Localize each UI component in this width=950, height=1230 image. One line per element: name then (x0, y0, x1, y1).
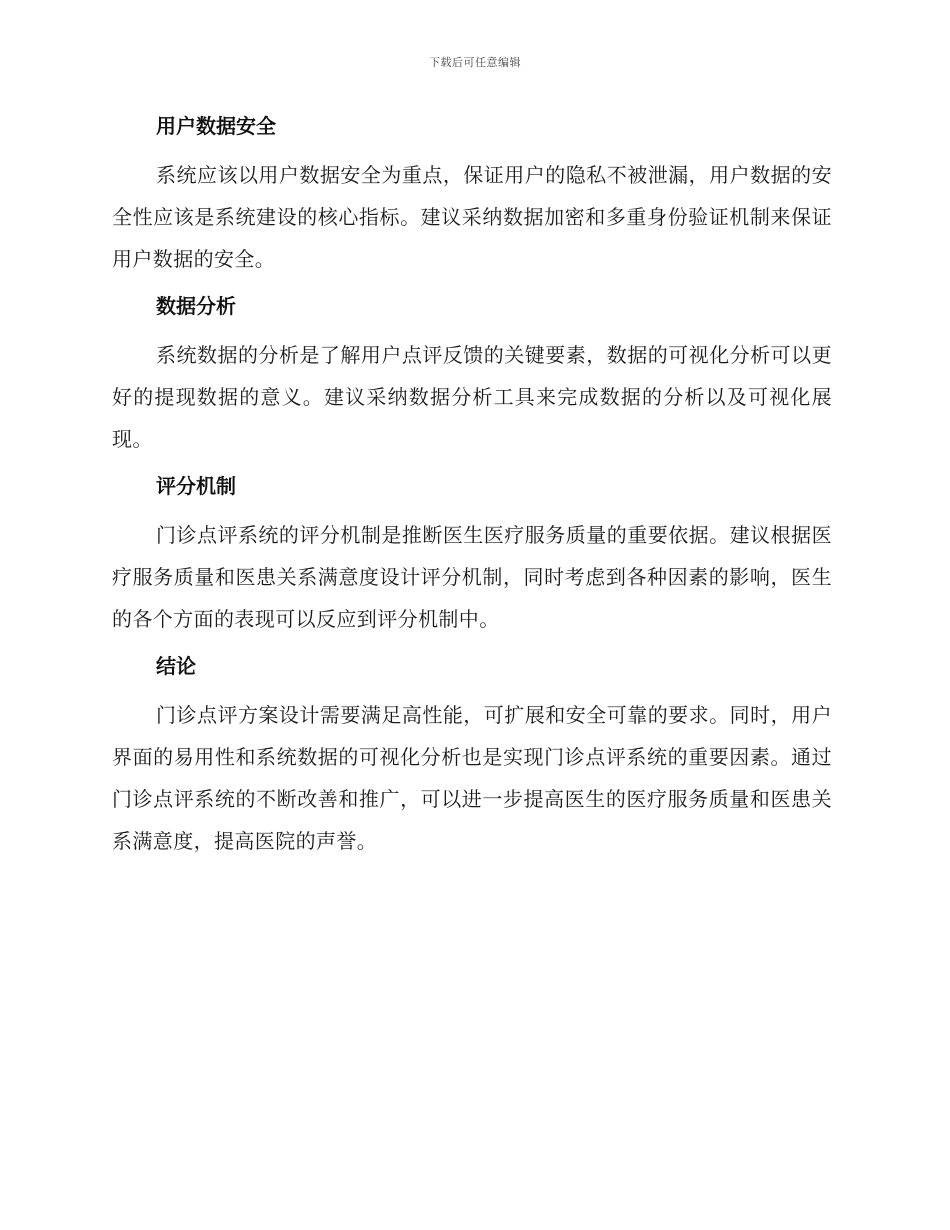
section-rating-mechanism (112, 470, 832, 640)
section-body: 门诊点评系统的评分机制是推断医生医疗服务质量的重要依据。建议根据医疗服务质量和医患关系满意度设计评分机制，同时考虑到各种因素的影响，医生的各个方面的表现可以反应到评分机制中。 (112, 523, 832, 631)
page-header: 下载后可任意编辑 (429, 56, 521, 69)
section-body: 门诊点评方案设计需要满足高性能，可扩展和安全可靠的要求。同时，用户界面的易用性和系统数据的可视化分析也是实现门诊点评系统的重要因素。通过门诊点评系统的不断改善和推广，可以进一步提高医生的医疗服务质量和医患关系满意度，提高医院的声誉。 (112, 703, 832, 853)
section-heading: 数据分析 (156, 294, 236, 318)
section-heading: 结论 (156, 654, 196, 678)
section-conclusion (112, 650, 832, 862)
section-heading: 评分机制 (156, 474, 236, 498)
section-body: 系统应该以用户数据安全为重点，保证用户的隐私不被泄漏，用户数据的安全性应该是系统建设的核心指标。建议采纳数据加密和多重身份验证机制来保证用户数据的安全。 (112, 163, 832, 271)
section-heading: 用户数据安全 (156, 114, 276, 138)
section-body: 系统数据的分析是了解用户点评反馈的关键要素，数据的可视化分析可以更好的提现数据的意义。建议采纳数据分析工具来完成数据的分析以及可视化展现。 (112, 343, 832, 451)
document-content (112, 110, 832, 872)
section-data-analysis (112, 290, 832, 460)
section-user-data-security (112, 110, 832, 280)
